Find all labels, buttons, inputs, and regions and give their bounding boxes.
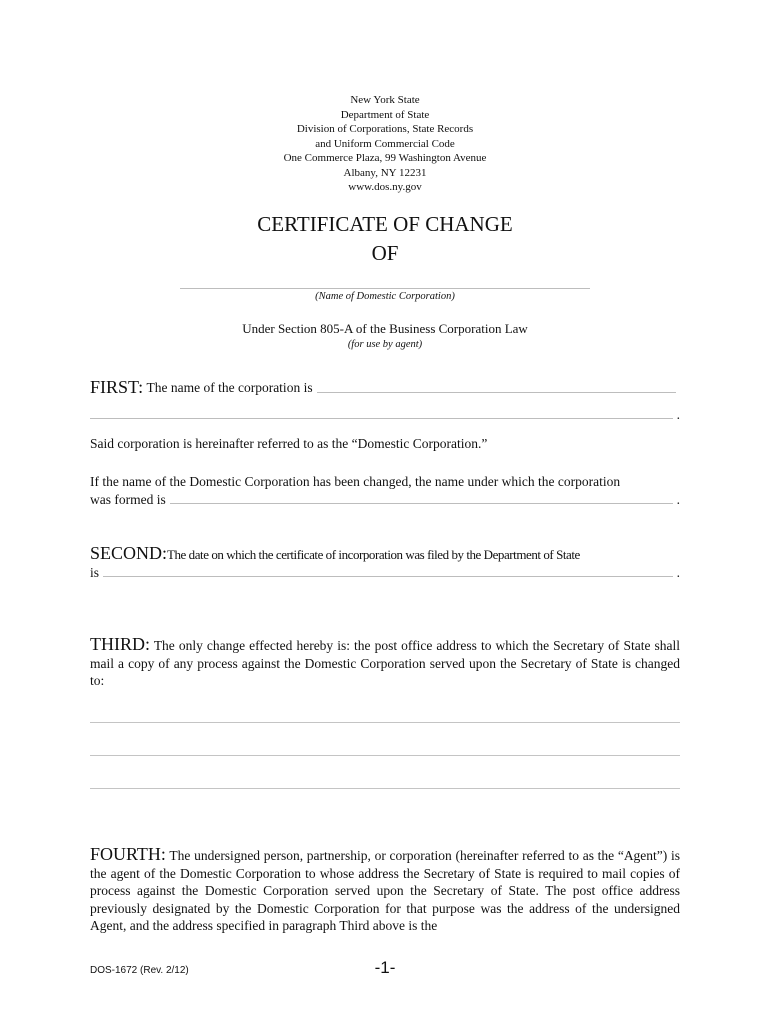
title-line-1: CERTIFICATE OF CHANGE [257, 212, 513, 236]
said-paragraph: Said corporation is hereinafter referred to as the “Domestic Corporation.” [90, 436, 488, 451]
header-line-website: www.dos.ny.gov [348, 181, 422, 193]
formed-paragraph [90, 473, 680, 508]
third-text: The only change effected hereby is: the post office address to which the Secretary of State shall mail a copy of any process against the Domestic Corporation served upon the Secretary of State is changed to: [90, 638, 680, 688]
second-paragraph [90, 545, 680, 581]
second-text: The date on which the certificate of incorporation was filed by the Department of State [167, 547, 580, 562]
header-line-department: Department of State [340, 108, 430, 121]
second-is: is [90, 564, 100, 580]
corporation-name-field[interactable] [180, 288, 590, 289]
third-paragraph [90, 636, 680, 690]
third-heading: THIRD: [90, 634, 150, 654]
header-line-ucc: and Uniform Commercial Code [315, 137, 455, 150]
new-address-input-2[interactable] [90, 755, 680, 756]
formed-row [90, 491, 680, 509]
first-name-row [90, 379, 680, 397]
first-text: The name of the corporation is [146, 380, 313, 395]
page-number: -1- [374, 958, 396, 977]
fourth-heading: FOURTH: [90, 844, 166, 864]
formed-name-input[interactable] [170, 503, 673, 504]
filing-date-input[interactable] [103, 576, 673, 577]
header-line-state: New York State [350, 94, 420, 106]
law-reference-line: Under Section 805-A of the Business Corporation Law [242, 321, 528, 336]
second-heading: SECOND: [90, 543, 168, 563]
header-line-division: Division of Corporations, State Records [296, 123, 474, 135]
new-address-input-1[interactable] [90, 722, 680, 723]
header-line-address: One Commerce Plaza, 99 Washington Avenue [283, 152, 487, 164]
title-line-2: OF [371, 241, 399, 265]
header-line-city: Albany, NY 12231 [343, 166, 427, 179]
second-date-row [90, 564, 680, 582]
new-address-input-3[interactable] [90, 788, 680, 789]
formed-text: was formed is [90, 491, 166, 507]
law-reference-sub: (for use by agent) [347, 339, 423, 350]
first-name-row-2 [90, 406, 680, 424]
fourth-paragraph [90, 846, 680, 935]
agency-header [0, 93, 770, 195]
corporation-name-input-2[interactable] [90, 418, 673, 419]
second-line [90, 545, 680, 564]
formed-period: . [676, 491, 680, 507]
changed-text: If the name of the Domestic Corporation has been changed, the name under which the corporation [90, 474, 621, 489]
law-reference [0, 321, 770, 353]
second-period: . [676, 564, 680, 580]
corporation-name-input-1[interactable] [317, 392, 676, 393]
document-title [0, 210, 770, 268]
form-code: DOS-1672 (Rev. 2/12) [90, 965, 189, 976]
first-paragraph [90, 379, 680, 423]
fourth-text: The undersigned person, partnership, or corporation (hereinafter referred to as the “Agent”) is the agent of the Domestic Corporation to whose address the Secretary of State is required to mail copies of process against the Domestic Corporation served upon the Secretary of State. The post office address previously designated by the Domestic Corporation for that purpose was the address of the undersigned Agent, and the address specified in paragraph Third above is the [90, 848, 680, 933]
first-period: . [676, 406, 680, 422]
corporation-name-caption: (Name of Domestic Corporation) [315, 291, 455, 302]
first-heading: FIRST: [90, 377, 144, 397]
